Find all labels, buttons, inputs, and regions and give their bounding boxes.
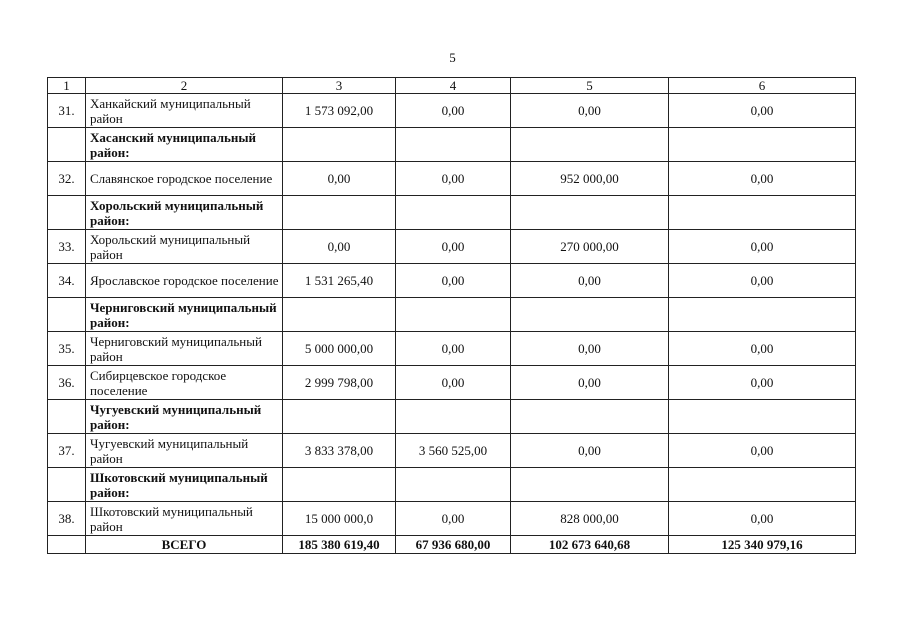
value-col-6: 0,00 <box>669 366 856 400</box>
row-name: Черниговский муниципальный район: <box>86 298 283 332</box>
table-row <box>48 502 856 536</box>
value-col-3: 5 000 000,00 <box>283 332 396 366</box>
total-col-6: 125 340 979,16 <box>669 536 856 554</box>
value-col-4 <box>396 128 511 162</box>
value-col-6: 0,00 <box>669 230 856 264</box>
value-col-3: 0,00 <box>283 162 396 196</box>
total-label: ВСЕГО <box>86 536 283 554</box>
value-col-4 <box>396 298 511 332</box>
value-col-3 <box>283 128 396 162</box>
row-number: 38. <box>48 502 86 536</box>
value-col-4: 0,00 <box>396 230 511 264</box>
budget-table <box>47 77 856 554</box>
value-col-6: 0,00 <box>669 264 856 298</box>
row-name: Чугуевский муниципальный район <box>86 434 283 468</box>
table-row <box>48 264 856 298</box>
row-name: Сибирцевское городское поселение <box>86 366 283 400</box>
value-col-5: 270 000,00 <box>511 230 669 264</box>
row-name: Черниговский муниципальный район <box>86 332 283 366</box>
value-col-5: 0,00 <box>511 332 669 366</box>
row-name: Хорольский муниципальный район <box>86 230 283 264</box>
value-col-5 <box>511 468 669 502</box>
value-col-4: 0,00 <box>396 366 511 400</box>
row-number <box>48 468 86 502</box>
row-name: Ярославское городское поселение <box>86 264 283 298</box>
value-col-5 <box>511 400 669 434</box>
row-number: 32. <box>48 162 86 196</box>
row-number <box>48 196 86 230</box>
header-col-4: 4 <box>396 78 511 94</box>
table-row <box>48 366 856 400</box>
value-col-4 <box>396 400 511 434</box>
group-row <box>48 468 856 502</box>
header-col-3: 3 <box>283 78 396 94</box>
value-col-6 <box>669 196 856 230</box>
table-row <box>48 434 856 468</box>
header-row <box>48 78 856 94</box>
row-number <box>48 298 86 332</box>
value-col-6 <box>669 400 856 434</box>
value-col-6: 0,00 <box>669 434 856 468</box>
value-col-6: 0,00 <box>669 162 856 196</box>
group-row <box>48 400 856 434</box>
value-col-4: 0,00 <box>396 162 511 196</box>
value-col-4: 0,00 <box>396 502 511 536</box>
header-col-5: 5 <box>511 78 669 94</box>
row-number: 36. <box>48 366 86 400</box>
value-col-6: 0,00 <box>669 94 856 128</box>
total-col-3: 185 380 619,40 <box>283 536 396 554</box>
row-name: Хасанский муниципальный район: <box>86 128 283 162</box>
value-col-3 <box>283 298 396 332</box>
value-col-3: 1 531 265,40 <box>283 264 396 298</box>
value-col-6 <box>669 128 856 162</box>
value-col-3 <box>283 196 396 230</box>
row-number: 34. <box>48 264 86 298</box>
value-col-3: 1 573 092,00 <box>283 94 396 128</box>
value-col-5: 0,00 <box>511 434 669 468</box>
value-col-5: 0,00 <box>511 264 669 298</box>
total-blank-cell <box>48 536 86 554</box>
value-col-3 <box>283 468 396 502</box>
group-row <box>48 298 856 332</box>
value-col-3: 15 000 000,0 <box>283 502 396 536</box>
row-name: Шкотовский муниципальный район <box>86 502 283 536</box>
table-row <box>48 162 856 196</box>
table-body <box>48 94 856 554</box>
value-col-6 <box>669 468 856 502</box>
value-col-3: 0,00 <box>283 230 396 264</box>
row-name: Хорольский муниципальный район: <box>86 196 283 230</box>
header-col-1: 1 <box>48 78 86 94</box>
value-col-5: 0,00 <box>511 94 669 128</box>
value-col-6 <box>669 298 856 332</box>
value-col-5 <box>511 128 669 162</box>
value-col-4: 0,00 <box>396 94 511 128</box>
value-col-5: 828 000,00 <box>511 502 669 536</box>
total-col-4: 67 936 680,00 <box>396 536 511 554</box>
value-col-5 <box>511 196 669 230</box>
table-row <box>48 230 856 264</box>
row-name: Ханкайский муниципальный район <box>86 94 283 128</box>
value-col-4: 0,00 <box>396 332 511 366</box>
header-col-6: 6 <box>669 78 856 94</box>
value-col-4 <box>396 196 511 230</box>
value-col-3 <box>283 400 396 434</box>
value-col-4 <box>396 468 511 502</box>
group-row <box>48 196 856 230</box>
value-col-4: 0,00 <box>396 264 511 298</box>
table-row <box>48 332 856 366</box>
table-row <box>48 94 856 128</box>
page-number: 5 <box>449 50 456 65</box>
header-col-2: 2 <box>86 78 283 94</box>
row-name: Шкотовский муниципальный район: <box>86 468 283 502</box>
group-row <box>48 128 856 162</box>
total-row <box>48 536 856 554</box>
value-col-5: 952 000,00 <box>511 162 669 196</box>
row-number: 31. <box>48 94 86 128</box>
value-col-3: 3 833 378,00 <box>283 434 396 468</box>
value-col-3: 2 999 798,00 <box>283 366 396 400</box>
value-col-5 <box>511 298 669 332</box>
row-number <box>48 400 86 434</box>
row-number: 35. <box>48 332 86 366</box>
row-name: Чугуевский муниципальный район: <box>86 400 283 434</box>
row-name: Славянское городское поселение <box>86 162 283 196</box>
row-number <box>48 128 86 162</box>
row-number: 37. <box>48 434 86 468</box>
value-col-5: 0,00 <box>511 366 669 400</box>
row-number: 33. <box>48 230 86 264</box>
value-col-6: 0,00 <box>669 332 856 366</box>
value-col-4: 3 560 525,00 <box>396 434 511 468</box>
value-col-6: 0,00 <box>669 502 856 536</box>
total-col-5: 102 673 640,68 <box>511 536 669 554</box>
